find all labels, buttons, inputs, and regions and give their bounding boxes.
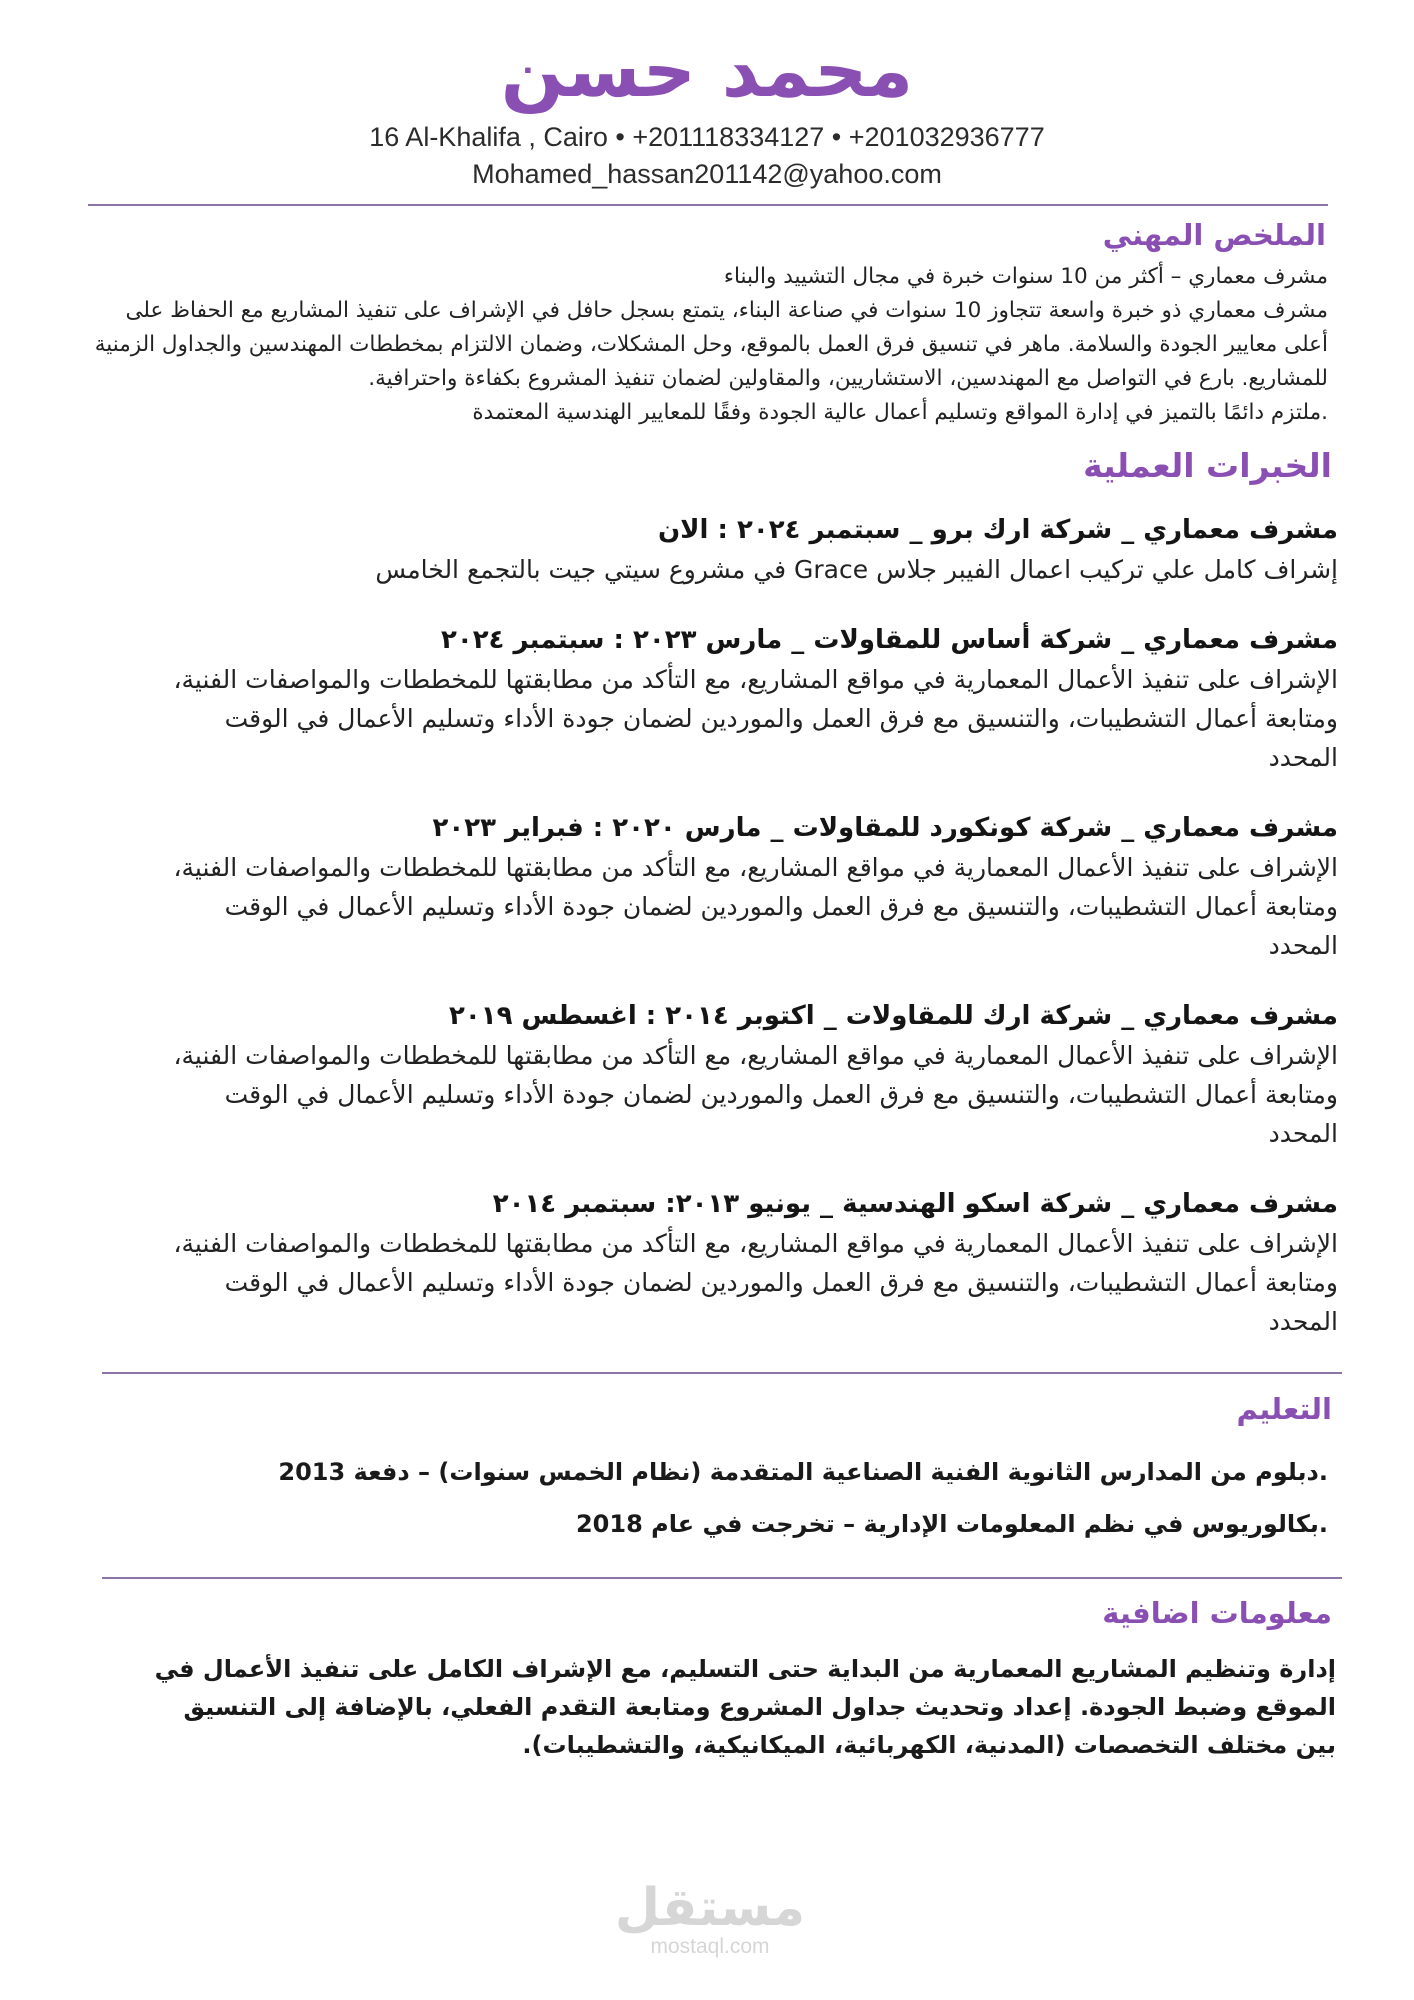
additional-info-body: إدارة وتنظيم المشاريع المعمارية من البداية حتى التسليم، مع الإشراف الكامل على تنفيذ الأعمال في الموقع وضبط الجودة. إعداد وتحديث جداول المشروع ومتابعة التقدم الفعلي، بالإضافة إلى التنسيق بين مختلف التخصصات (المدنية، الكهربائية، الميكانيكية، والتشطيبات). bbox=[154, 1655, 1336, 1759]
mostaql-watermark bbox=[600, 1880, 820, 1958]
summary-title: الملخص المهني bbox=[1102, 218, 1326, 252]
job-title: مشرف معماري _ شركة كونكورد للمقاولات _ مارس ٢٠٢٠ : فبراير ٢٠٢٣ bbox=[432, 813, 1338, 843]
job-entry bbox=[160, 1184, 1338, 1341]
contact-email[interactable]: Mohamed_hassan201142@yahoo.com bbox=[472, 159, 942, 189]
summary-line: .ملتزم دائمًا بالتميز في إدارة المواقع وتسليم أعمال عالية الجودة وفقًا للمعايير الهندسية المعتمدة bbox=[472, 400, 1328, 425]
additional-info-title: معلومات اضافية bbox=[1102, 1596, 1332, 1630]
job-entry bbox=[160, 996, 1338, 1153]
job-description: الإشراف على تنفيذ الأعمال المعمارية في مواقع المشاريع، مع التأكد من مطابقتها للمخططات والمواصفات الفنية، ومتابعة أعمال التشطيبات، والتنسيق مع فرق العمل والموردين لضمان جودة الأداء وتسليم الأعمال في الوقت المحدد bbox=[173, 853, 1338, 960]
job-entry bbox=[160, 620, 1338, 777]
job-title: مشرف معماري _ شركة ارك برو _ سبتمبر ٢٠٢٤ : الان bbox=[657, 515, 1338, 545]
candidate-name: محمد حسن bbox=[500, 28, 914, 114]
job-title: مشرف معماري _ شركة أساس للمقاولات _ مارس ٢٠٢٣ : سبتمبر ٢٠٢٤ bbox=[440, 625, 1338, 655]
experience-title: الخبرات العملية bbox=[1083, 446, 1332, 485]
job-description: الإشراف على تنفيذ الأعمال المعمارية في مواقع المشاريع، مع التأكد من مطابقتها للمخططات والمواصفات الفنية، ومتابعة أعمال التشطيبات، والتنسيق مع فرق العمل والموردين لضمان جودة الأداء وتسليم الأعمال في الوقت المحدد bbox=[173, 665, 1338, 772]
job-description: الإشراف على تنفيذ الأعمال المعمارية في مواقع المشاريع، مع التأكد من مطابقتها للمخططات والمواصفات الفنية، ومتابعة أعمال التشطيبات، والتنسيق مع فرق العمل والموردين لضمان جودة الأداء وتسليم الأعمال في الوقت المحدد bbox=[173, 1229, 1338, 1336]
experience-divider bbox=[102, 1372, 1342, 1374]
header-divider bbox=[88, 204, 1328, 206]
education-item: .دبلوم من المدارس الثانوية الفنية الصناعية المتقدمة (نظام الخمس سنوات) – دفعة 2013 bbox=[278, 1458, 1328, 1486]
education-title: التعليم bbox=[1236, 1392, 1332, 1426]
summary-line: مشرف معماري ذو خبرة واسعة تتجاوز 10 سنوات في صناعة البناء، يتمتع بسجل حافل في الإشراف على تنفيذ المشاريع مع الحفاظ على أعلى معايير الجودة والسلامة. ماهر في تنسيق فرق العمل بالموقع، وحل المشكلات، وضمان الالتزام بمخططات المهندسين والجداول الزمنية للمشاريع. بارع في التواصل مع المهندسين، الاستشاريين، والمقاولين لضمان تنفيذ المشروع بكفاءة واحترافية. bbox=[94, 298, 1328, 391]
summary-line: مشرف معماري – أكثر من 10 سنوات خبرة في مجال التشييد والبناء bbox=[723, 264, 1328, 289]
job-entry bbox=[160, 808, 1338, 965]
contact-address-phones: 16 Al-Khalifa , Cairo • +201118334127 • +201032936777 bbox=[369, 122, 1045, 152]
education-divider bbox=[102, 1577, 1342, 1579]
mostaql-url: mostaql.com bbox=[650, 1935, 770, 1958]
education-item: .بكالوريوس في نظم المعلومات الإدارية – تخرجت في عام 2018 bbox=[575, 1510, 1328, 1538]
summary-body bbox=[88, 260, 1328, 430]
job-title: مشرف معماري _ شركة ارك للمقاولات _ اكتوبر ٢٠١٤ : اغسطس ٢٠١٩ bbox=[449, 1001, 1338, 1031]
mostaql-logo: مستقل bbox=[614, 1878, 806, 1938]
job-description: إشراف كامل علي تركيب اعمال الفيبر جلاس Grace في مشروع سيتي جيت بالتجمع الخامس bbox=[375, 555, 1338, 584]
job-entry bbox=[160, 510, 1338, 589]
job-description: الإشراف على تنفيذ الأعمال المعمارية في مواقع المشاريع، مع التأكد من مطابقتها للمخططات والمواصفات الفنية، ومتابعة أعمال التشطيبات، والتنسيق مع فرق العمل والموردين لضمان جودة الأداء وتسليم الأعمال في الوقت المحدد bbox=[173, 1041, 1338, 1148]
job-title: مشرف معماري _ شركة اسكو الهندسية _ يونيو ٢٠١٣: سبتمبر ٢٠١٤ bbox=[492, 1189, 1338, 1219]
